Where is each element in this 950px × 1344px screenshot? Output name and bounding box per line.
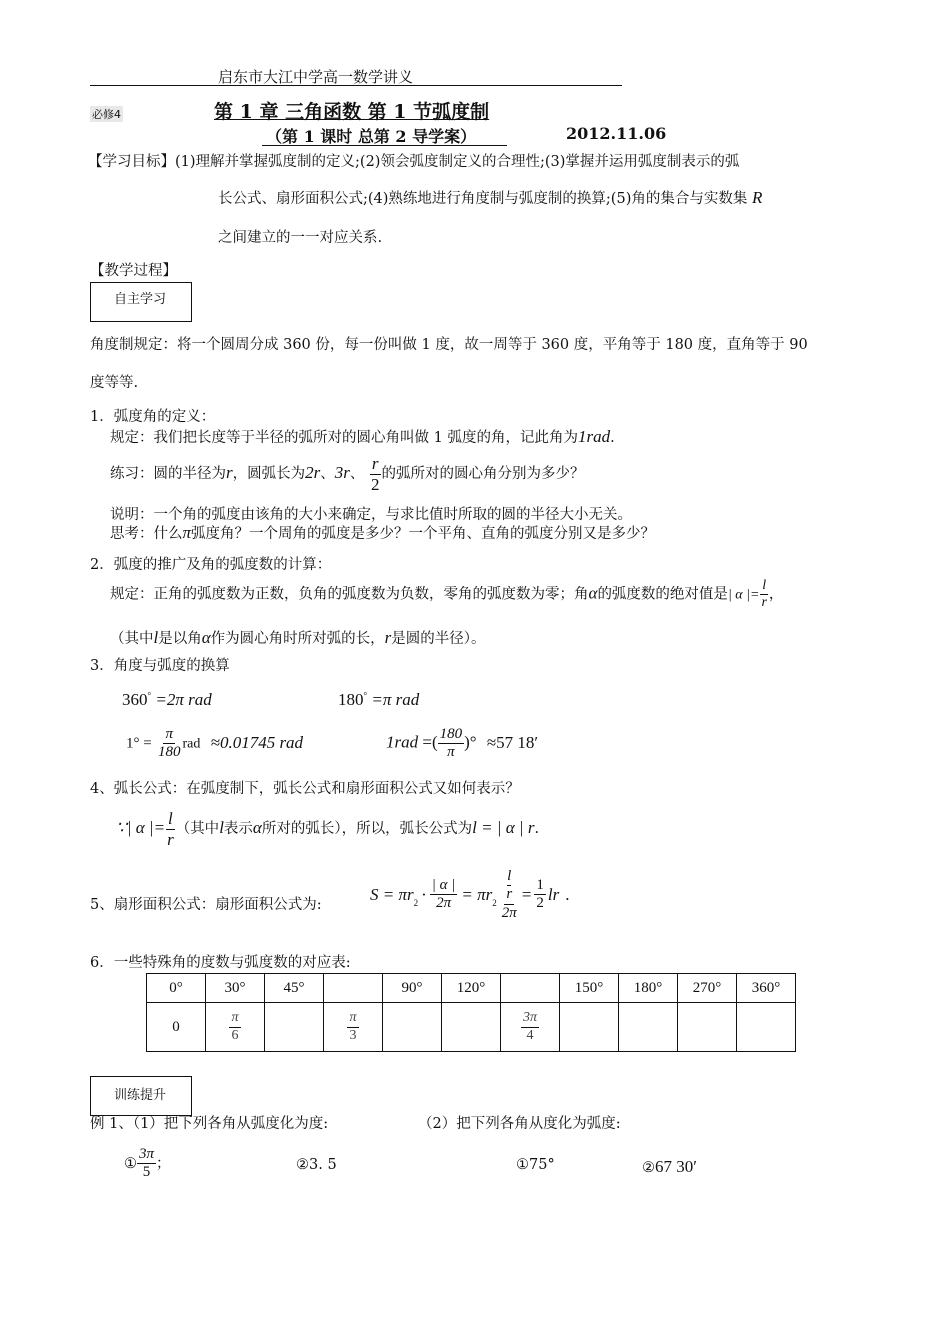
rad-cell <box>678 1003 737 1052</box>
think-text-b: 弧度角？一个周角的弧度是多少？一个平角、直角的弧度分别又是多少？ <box>191 526 656 542</box>
sec1-note: 说明：一个角的弧度由该角的大小来确定，与求比值时所取的圆的半径大小无关。 <box>110 507 632 523</box>
eq-one-rad-close: )° <box>464 732 477 752</box>
sec2-rule-text: 规定：正角的弧度数为正数，负角的弧度数为负数，零角的弧度数为零；角 <box>110 586 589 603</box>
objectives-line3: 之间建立的一一对应关系. <box>218 230 383 246</box>
item-4-label: ② <box>642 1160 655 1176</box>
180-over-pi <box>438 726 465 762</box>
eq-180: 180° =π rad <box>338 690 420 709</box>
think-text-a: 思考：什么 <box>110 526 183 542</box>
sec4-l: l <box>219 818 224 838</box>
3pi-over-5-num: 3π <box>137 1146 156 1164</box>
chapter-title: 第 1 章 三角函数 第 1 节弧度制 <box>214 101 490 123</box>
set-R: R <box>751 188 763 207</box>
eq-one-rad-approx: ≈57 18′ <box>486 732 539 752</box>
alpha-over-2pi <box>430 877 458 913</box>
sec4-text-c: 所对的弧长），所以，弧长公式为 <box>261 821 473 838</box>
subtitle-rule <box>262 145 507 146</box>
one-half <box>534 877 546 913</box>
pi-over-3 <box>347 1010 358 1043</box>
item-1-label: ① <box>124 1155 137 1172</box>
item-2: ②3. 5 <box>296 1157 337 1173</box>
alpha-over-2pi-num: | α | <box>430 877 458 895</box>
deg-cell: 120° <box>442 974 501 1003</box>
item-4-value: 67 30′ <box>655 1157 697 1176</box>
eq-180-lhs: 180 <box>338 690 364 709</box>
sec6-heading: 6．一些特殊角的度数与弧度数的对应表: <box>90 955 351 971</box>
think-pi: π <box>182 523 192 542</box>
s-eq: S = πr <box>370 884 414 904</box>
exercise-fraction <box>369 454 382 494</box>
where-l: l <box>153 628 159 647</box>
rad-cell <box>383 1003 442 1052</box>
deg-cell: 90° <box>383 974 442 1003</box>
item-1 <box>124 1146 171 1182</box>
deg-cell <box>324 974 383 1003</box>
pi-over-180-den: 180 <box>157 744 181 761</box>
radian-row <box>147 1003 796 1052</box>
pi-over-6 <box>229 1010 240 1043</box>
l-over-r-num: l <box>760 578 768 595</box>
rad-cell <box>442 1003 501 1052</box>
sec5-heading: 5、扇形面积公式：扇形面积公式为: <box>90 897 322 913</box>
sec4-frac-den: r <box>167 829 174 849</box>
deg-cell: 360° <box>737 974 796 1003</box>
3pi-over-5 <box>137 1146 156 1182</box>
one-rad: 1rad <box>577 427 611 446</box>
eq-one-rad <box>386 726 538 762</box>
rad-cell: 0 <box>147 1003 206 1052</box>
pi-over-180 <box>156 726 183 762</box>
degree-rule-1: 角度制规定：将一个圆周分成 360 份，每一份叫做 1 度，故一周等于 360 度，平角等于 180 度，直角等于 90 <box>90 337 808 353</box>
sec1-exercise <box>110 454 584 494</box>
eq-one-degree-approx: ≈0.01745 rad <box>210 732 304 752</box>
deg-cell: 150° <box>560 974 619 1003</box>
sec3-heading: 3．角度与弧度的换算 <box>90 658 230 674</box>
lr: lr <box>547 884 560 904</box>
3pi-over-5-den: 5 <box>142 1164 151 1181</box>
rad-cell <box>501 1003 560 1052</box>
rad-cell <box>206 1003 265 1052</box>
deg-cell <box>501 974 560 1003</box>
practice-label: 训练提升 <box>114 1088 167 1103</box>
where-alpha: α <box>201 628 211 647</box>
deg-cell: 270° <box>678 974 737 1003</box>
rad-unit: rad <box>182 736 201 752</box>
sector-area-formula <box>370 868 569 922</box>
sec2-alpha: α <box>588 583 598 603</box>
eq-one-degree <box>126 726 303 762</box>
sec4-alpha: α <box>252 818 262 838</box>
degree-rule-2: 度等等. <box>90 375 139 391</box>
example-line-a: 例 1、（1）把下列各角从弧度化为度: <box>90 1116 329 1132</box>
example-line-b: （2）把下列各角从度化为弧度: <box>418 1116 621 1132</box>
pi-over-6-den: 6 <box>231 1027 239 1043</box>
objectives-line2 <box>218 187 762 208</box>
eq-one-rad-lhs: 1rad <box>386 732 419 752</box>
exercise-r: r <box>226 463 233 483</box>
3pi-over-4-den: 4 <box>526 1027 534 1043</box>
eq-360-rhs: =2π rad <box>155 690 212 709</box>
dot: · <box>421 884 427 904</box>
rad-cell <box>324 1003 383 1052</box>
deg-cell: 45° <box>265 974 324 1003</box>
l-over-r <box>759 578 768 611</box>
l-r-bottom: r <box>506 886 513 903</box>
where-d: 是圆的半径）。 <box>391 631 486 647</box>
rad-cell <box>265 1003 324 1052</box>
deg-cell: 30° <box>206 974 265 1003</box>
eq-pi-r: = πr <box>461 884 493 904</box>
where-a: （其中 <box>110 631 154 647</box>
exercise-frac-den: 2 <box>370 474 380 494</box>
abs-alpha: | α |= <box>727 587 760 603</box>
exercise-2r: 2r <box>305 463 321 483</box>
pi-over-3-num: π <box>347 1010 358 1027</box>
sec4-text-b: 表示 <box>223 821 253 838</box>
one-half-num: 1 <box>534 877 546 895</box>
date: 2012.11.06 <box>566 124 667 143</box>
process-label: 【教学过程】 <box>90 263 177 279</box>
pi-over-3-den: 3 <box>349 1027 357 1043</box>
exercise-text-a: 练习：圆的半径为 <box>110 466 226 483</box>
item-4 <box>642 1157 697 1177</box>
rad-cell <box>619 1003 678 1052</box>
angle-table <box>146 973 796 1052</box>
alpha-over-2pi-den: 2π <box>436 895 452 912</box>
3pi-over-4-num: 3π <box>521 1010 539 1027</box>
sec4-l-over-r <box>165 809 176 849</box>
sec2-heading: 2．弧度的推广及角的弧度数的计算： <box>90 557 332 573</box>
eq-360: 360° =2π rad <box>122 690 212 709</box>
school-title: 启东市大江中学高一数学讲义 <box>218 68 414 86</box>
where-b: 是以角 <box>158 631 202 647</box>
degree-row <box>147 974 796 1003</box>
sec1-heading: 1．弧度角的定义： <box>90 409 216 425</box>
objectives-line1 <box>88 150 739 171</box>
sec4-formula-line <box>116 809 539 849</box>
square-2: 2 <box>492 898 497 908</box>
square-1: 2 <box>413 898 419 908</box>
subtitle: （第 1 课时 总第 2 导学案） <box>266 127 477 146</box>
item-1-end: ； <box>156 1155 171 1172</box>
self-study-label: 自主学习 <box>114 292 167 307</box>
deg-cell: 180° <box>619 974 678 1003</box>
exercise-sep2: 、 <box>349 466 365 483</box>
one-half-den: 2 <box>536 895 544 912</box>
pi-over-6-num: π <box>229 1010 240 1027</box>
rad-cell <box>737 1003 796 1052</box>
eq-360-lhs: 360 <box>122 690 148 709</box>
eq-180-rhs: =π rad <box>371 690 420 709</box>
l-r-over-2pi <box>500 868 519 922</box>
because-abs-alpha: ∵| α |= <box>116 818 166 838</box>
sec1-rule-end: . <box>610 430 615 446</box>
sec2-rule-end: ， <box>768 586 784 603</box>
180-over-pi-num: 180 <box>438 726 465 744</box>
exercise-frac-num: r <box>371 454 379 473</box>
objectives-text-1: (1)理解并掌握弧度制的定义;(2)领会弧度制定义的合理性;(3)掌握并运用弧度制表示的弧 <box>175 154 740 170</box>
eq-one-rad-eq: =( <box>422 732 438 752</box>
sec4-heading: 4、弧长公式：在弧度制下，弧长公式和扇形面积公式又如何表示？ <box>90 781 520 797</box>
l-r-numerator <box>504 868 514 905</box>
deg-cell: 0° <box>147 974 206 1003</box>
where-r: r <box>384 628 392 647</box>
exercise-sep: 、 <box>320 466 335 483</box>
exercise-text-b: ，圆弧长为 <box>232 466 306 483</box>
l-r-top: l <box>507 868 511 886</box>
180-over-pi-den: π <box>447 744 455 761</box>
sec2-where <box>110 627 486 648</box>
exercise-3r: 3r <box>334 463 350 483</box>
objectives-label: 【学习目标】 <box>88 154 175 170</box>
eq-one-degree-lhs: 1° = <box>126 735 152 752</box>
objectives-text-2: 长公式、扇形面积公式;(4)熟练地进行角度制与弧度制的换算;(5)角的集合与实数集 <box>218 191 748 207</box>
pi-over-180-num: π <box>163 726 175 744</box>
l-r-over-2pi-den: 2π <box>501 904 517 921</box>
sec5-end: . <box>565 884 570 904</box>
sec1-rule-text: 规定：我们把长度等于半径的弧所对的圆心角叫做 1 弧度的角，记此角为 <box>110 430 578 446</box>
sec1-rule <box>110 426 615 447</box>
sec2-rule-text-b: 的弧度数的绝对值是 <box>597 586 728 603</box>
sec4-frac-num: l <box>168 809 173 828</box>
arc-length-formula: l = | α | r <box>472 818 535 838</box>
eq-half: = <box>521 884 532 904</box>
sec2-rule <box>110 578 783 611</box>
exercise-text-c: 的弧所对的圆心角分别为多少？ <box>381 466 585 483</box>
sec4-end: . <box>534 821 540 838</box>
3pi-over-4 <box>521 1010 539 1043</box>
where-c: 作为圆心角时所对弧的长， <box>210 631 385 647</box>
rad-cell <box>560 1003 619 1052</box>
required-label: 必修4 <box>92 108 121 121</box>
sec4-text-a: （其中 <box>175 821 220 838</box>
l-over-r-den: r <box>761 595 767 611</box>
sec1-think <box>110 522 655 543</box>
item-3: ①75° <box>516 1157 555 1173</box>
